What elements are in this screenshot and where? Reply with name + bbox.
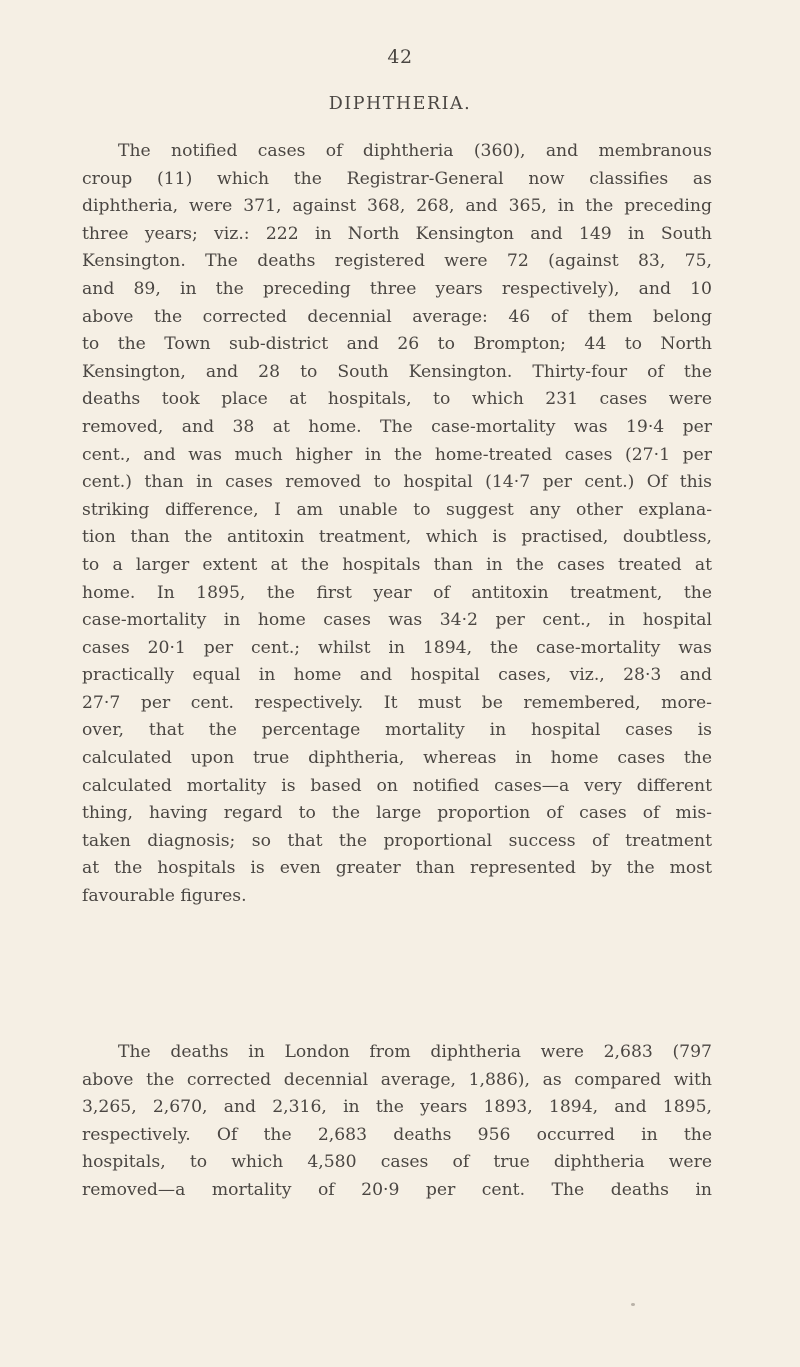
text-line: calculated upon true diphtheria, whereas in home cases the xyxy=(82,748,712,769)
text-line: to the Town sub-district and 26 to Brompton; 44 to North xyxy=(82,334,712,355)
text-line: cases 20·1 per cent.; whilst in 1894, the case-mortality was xyxy=(82,637,712,658)
text-line: above the corrected decennial average: 46 of them belong xyxy=(82,306,712,327)
text-line: 27·7 per cent. respectively. It must be remembered, more- xyxy=(82,692,712,713)
text-line: cent., and was much higher in the home-treated cases (27·1 per xyxy=(82,444,712,465)
text-line: striking difference, I am unable to suggest any other explana- xyxy=(82,499,712,520)
paragraph-2 xyxy=(82,1039,712,1205)
text-line: three years; viz.: 222 in North Kensington and 149 in South xyxy=(82,223,712,244)
text-line: practically equal in home and hospital cases, viz., 28·3 and xyxy=(82,665,712,686)
text-line: case-mortality in home cases was 34·2 per cent., in hospital xyxy=(82,610,712,631)
text-line: cent.) than in cases removed to hospital (14·7 per cent.) Of this xyxy=(82,472,712,493)
text-line: over, that the percentage mortality in hospital cases is xyxy=(82,720,712,741)
text-line: home. In 1895, the first year of antitoxin treatment, the xyxy=(82,582,712,603)
text-line: thing, having regard to the large proportion of cases of mis- xyxy=(82,803,712,824)
text-line: Kensington, and 28 to South Kensington. Thirty-four of the xyxy=(82,361,712,382)
text-line: The notified cases of diphtheria (360), and membranous xyxy=(118,141,712,161)
text-line: The deaths in London from diphtheria were 2,683 (797 xyxy=(118,1042,712,1062)
page-number: 42 xyxy=(387,46,413,68)
text-line: Kensington. The deaths registered were 72 (against 83, 75, xyxy=(82,251,712,272)
paragraph-1 xyxy=(82,138,712,911)
text-line: favourable figures. xyxy=(82,886,247,907)
text-line: tion than the antitoxin treatment, which is practised, doubtless, xyxy=(82,527,712,548)
text-line: croup (11) which the Registrar-General now classifies as xyxy=(82,168,712,189)
text-line: diphtheria, were 371, against 368, 268, and 365, in the preceding xyxy=(82,196,712,217)
text-line: deaths took place at hospitals, to which 231 cases were xyxy=(82,389,712,410)
text-line: calculated mortality is based on notified cases—a very different xyxy=(82,775,712,796)
text-line: and 89, in the preceding three years respectively), and 10 xyxy=(82,278,712,299)
text-line: above the corrected decennial average, 1,886), as compared with xyxy=(82,1069,712,1090)
paper-speck xyxy=(631,1303,635,1306)
text-line: respectively. Of the 2,683 deaths 956 occurred in the xyxy=(82,1124,712,1145)
text-line: at the hospitals is even greater than represented by the most xyxy=(82,858,712,879)
section-title: DIPHTHERIA. xyxy=(328,94,472,114)
text-line: to a larger extent at the hospitals than in the cases treated at xyxy=(82,554,712,575)
text-line: removed, and 38 at home. The case-mortality was 19·4 per xyxy=(82,416,712,437)
text-line: 3,265, 2,670, and 2,316, in the years 1893, 1894, and 1895, xyxy=(82,1097,712,1118)
text-line: hospitals, to which 4,580 cases of true diphtheria were xyxy=(82,1152,712,1173)
text-line: removed—a mortality of 20·9 per cent. The deaths in xyxy=(82,1179,712,1200)
text-line: taken diagnosis; so that the proportional success of treatment xyxy=(82,830,712,851)
